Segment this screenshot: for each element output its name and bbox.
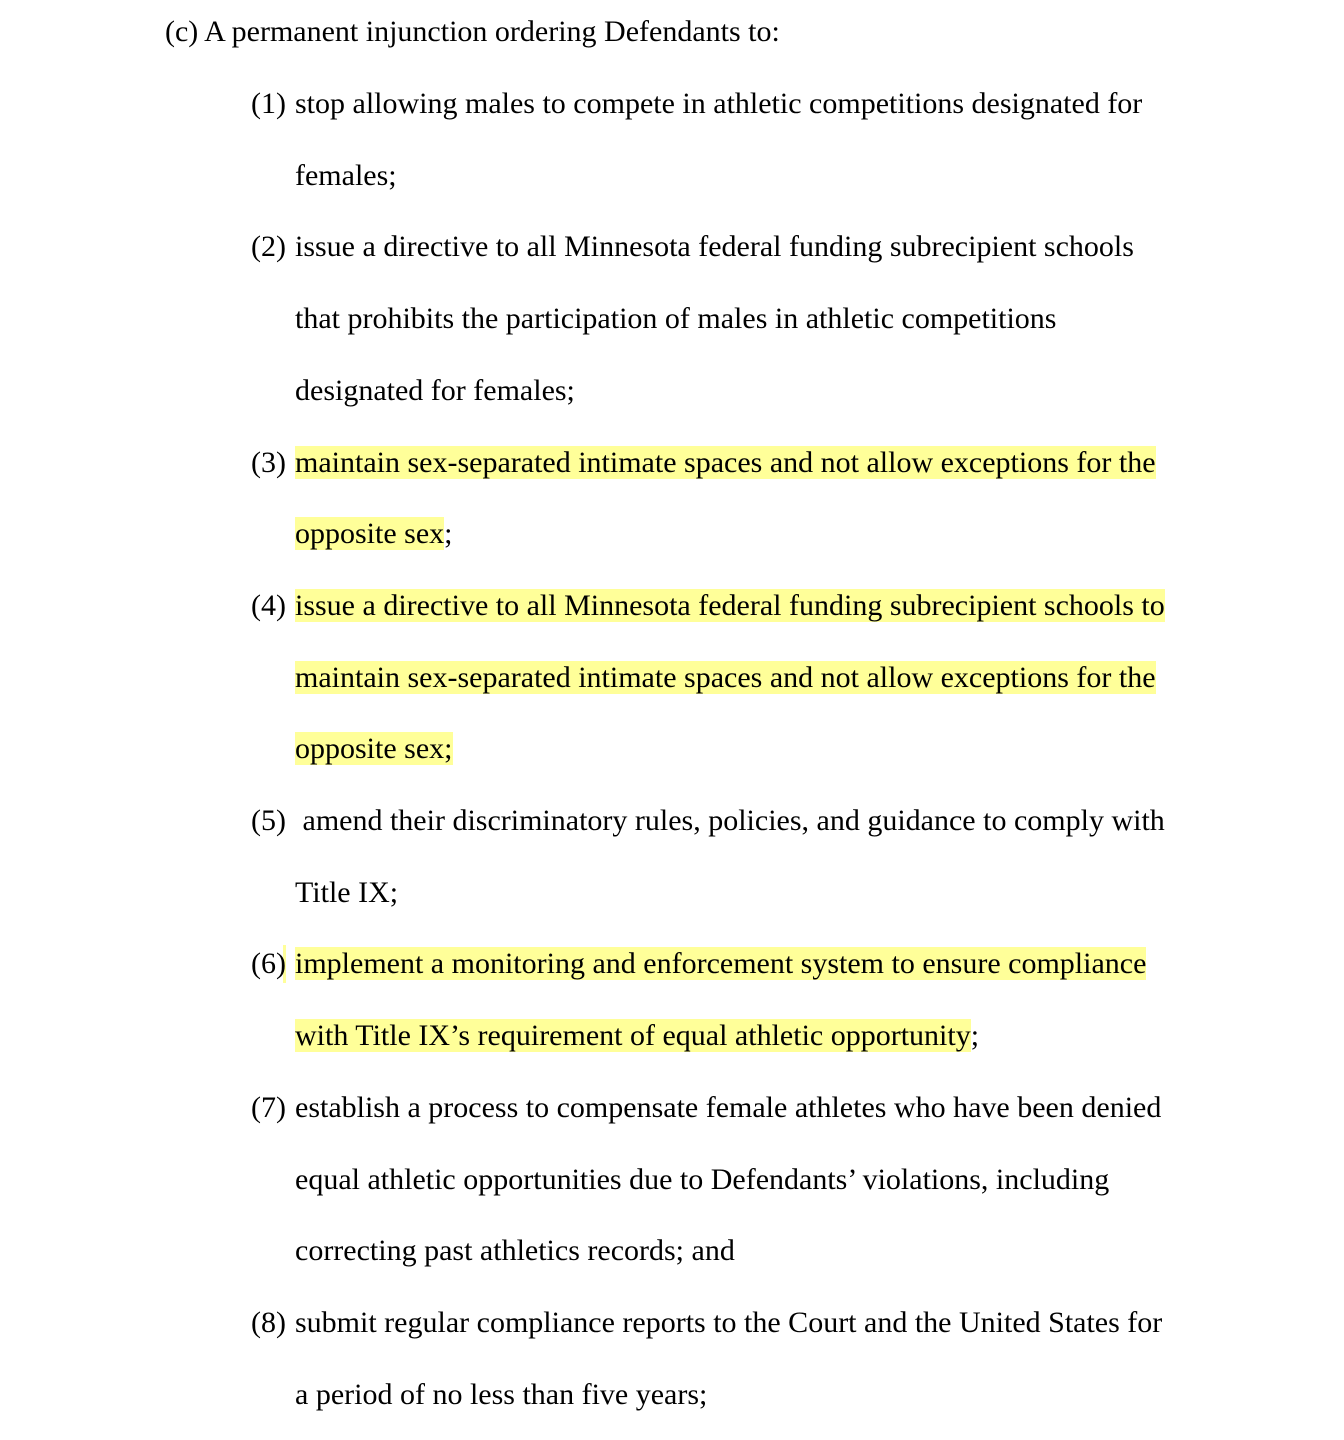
item-number: (6) [251, 945, 286, 983]
text-segment: that prohibits the participation of males in athletic competitions [295, 302, 1057, 335]
item-text-line [295, 1089, 1161, 1127]
item-text-line [295, 587, 1165, 625]
intro-paragraph: (c) A permanent injunction ordering Defendants to: [165, 15, 780, 48]
highlighted-text: maintain sex-separated intimate spaces and not allow exceptions for the [295, 661, 1156, 694]
item-text-line [295, 228, 1134, 266]
text-segment: amend their discriminatory rules, policies, and guidance to comply with [295, 804, 1165, 837]
highlighted-text: with Title IX’s requirement of equal athletic opportunity [295, 1019, 971, 1052]
highlighted-text: issue a directive to all Minnesota federal funding subrecipient schools to [295, 589, 1165, 622]
text-segment: issue a directive to all Minnesota federal funding subrecipient schools [295, 230, 1134, 263]
item-text-line [295, 300, 1056, 338]
highlighted-text: implement a monitoring and enforcement system to ensure compliance [295, 947, 1147, 980]
text-segment: equal athletic opportunities due to Defendants’ violations, including [295, 1163, 1110, 1196]
item-number: (5) [251, 804, 286, 837]
item-text-line [295, 372, 575, 410]
item-number: (7) [251, 1091, 286, 1124]
item-text-line [295, 157, 397, 195]
text-segment: a period of no less than five years; [295, 1378, 708, 1411]
item-text-line [295, 515, 453, 553]
text-segment: designated for females; [295, 374, 575, 407]
item-number: (8) [251, 1306, 286, 1339]
item-text-line [295, 802, 1165, 840]
text-segment: ; [970, 1019, 980, 1052]
item-text-line [295, 874, 398, 912]
highlighted-text: opposite sex; [295, 732, 453, 765]
item-text-line [295, 85, 1142, 123]
item-number: (4) [251, 589, 286, 622]
text-segment: stop allowing males to compete in athletic competitions designated for [295, 87, 1143, 120]
highlighted-text: maintain sex-separated intimate spaces and not allow exceptions for the [295, 446, 1156, 479]
item-number: (3) [251, 446, 286, 479]
item-text-line [295, 1304, 1162, 1342]
item-text-line [295, 1161, 1109, 1199]
text-segment: establish a process to compensate female athletes who have been denied [295, 1091, 1162, 1124]
text-segment: ; [444, 517, 453, 550]
item-number: (2) [251, 230, 286, 263]
text-segment: Title IX; [295, 876, 399, 909]
text-segment: submit regular compliance reports to the Court and the United States for [295, 1306, 1163, 1339]
item-text-line [295, 1017, 979, 1055]
item-number: (1) [251, 87, 286, 120]
text-segment: females; [295, 159, 397, 192]
highlighted-text: opposite sex [295, 517, 445, 550]
item-text-line [295, 945, 1146, 983]
item-text-line [295, 659, 1156, 697]
item-text-line [295, 444, 1156, 482]
text-segment: correcting past athletics records; and [295, 1234, 735, 1267]
item-text-line [295, 730, 453, 768]
item-text-line [295, 1376, 707, 1414]
item-text-line [295, 1232, 735, 1270]
